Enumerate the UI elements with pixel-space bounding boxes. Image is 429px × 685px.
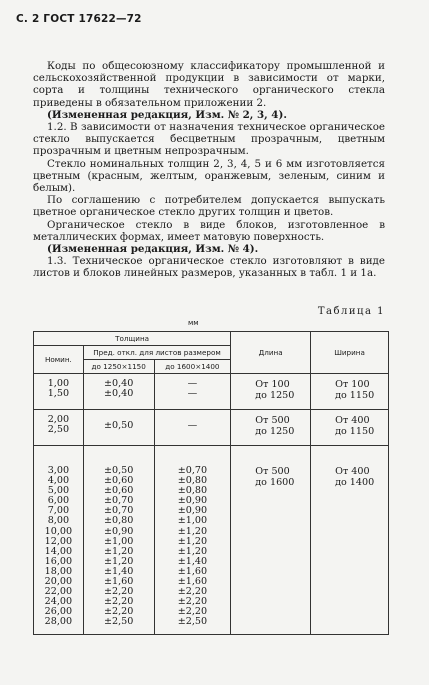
deviation-value: ±2,20 — [103, 586, 134, 598]
header-width: Ширина — [311, 332, 389, 374]
deviation-value: ±0,80 — [177, 475, 208, 487]
deviation-value: ±2,20 — [177, 596, 208, 608]
length-value: От 100 — [255, 379, 290, 390]
deviation-value: ±1,60 — [103, 576, 134, 588]
deviation-value: ±0,90 — [103, 525, 134, 537]
length-cell — [231, 466, 310, 488]
deviation-value: ±1,00 — [177, 515, 208, 527]
table-label: Таблица 1 — [317, 306, 385, 317]
deviation-value: ±1,20 — [177, 545, 208, 557]
width-cell — [311, 466, 388, 488]
nominal-value: 18,00 — [44, 565, 73, 577]
header-size-1600: до 1600×1400 — [154, 360, 231, 374]
deviation-1250-cell — [84, 466, 154, 628]
amendment-note: (Измененная редакция, Изм. № 2, 3, 4). — [47, 108, 287, 121]
deviation-value: ±0,50 — [103, 419, 134, 431]
paragraph: Органическое стекло в виде блоков, изготовленное в металлических формах, имеет матовую поверхность. — [33, 218, 385, 243]
deviation-1250-cell — [84, 379, 154, 399]
paragraph: Коды по общесоюзному классификатору промышленной и сельскохозяйственной продукции в зависимости от марки, сорта и толщины технического органического стекла приведены в обязательном приложении 2. — [33, 60, 385, 109]
body-text — [33, 60, 385, 280]
length-value: до 1600 — [255, 477, 295, 488]
deviation-value: ±1,40 — [177, 555, 208, 567]
deviation-1600-cell — [155, 421, 231, 431]
nominal-value: 7,00 — [47, 505, 70, 517]
width-cell — [311, 415, 388, 437]
nominal-value: 3,00 — [47, 465, 70, 476]
header-length: Длина — [231, 332, 311, 374]
thickness-table — [33, 331, 389, 635]
header-nominal: Номин. — [34, 346, 84, 374]
nominal-value: 5,00 — [47, 485, 70, 497]
nominal-value: 16,00 — [44, 555, 73, 567]
deviation-value: ±1,20 — [177, 535, 208, 547]
deviation-value: ±1,60 — [177, 565, 208, 577]
amendment-note: (Измененная редакция, Изм. № 4). — [47, 243, 259, 256]
table-row — [34, 410, 389, 446]
width-value: От 400 — [335, 466, 370, 477]
deviation-value: ±1,20 — [177, 525, 208, 537]
deviation-value: ±2,50 — [177, 616, 208, 628]
nominal-value: 10,00 — [44, 525, 73, 537]
deviation-value: ±2,50 — [103, 616, 134, 628]
deviation-value: ±0,40 — [103, 378, 134, 389]
page-header: С. 2 ГОСТ 17622—72 — [16, 13, 142, 25]
table-units: мм — [188, 319, 199, 327]
deviation-1600-cell — [155, 466, 231, 628]
length-value: От 500 — [255, 466, 290, 477]
deviation-value: ±0,70 — [103, 505, 134, 517]
deviation-value: — — [187, 378, 198, 389]
nominal-value: 20,00 — [44, 576, 73, 588]
deviation-value: — — [187, 419, 198, 431]
deviation-value: ±0,70 — [177, 465, 208, 476]
deviation-value: ±1,20 — [103, 545, 134, 557]
width-value: до 1400 — [335, 477, 375, 488]
length-cell — [231, 415, 310, 437]
deviation-value: ±2,20 — [177, 606, 208, 618]
header-deviation: Пред. откл. для листов размером — [83, 346, 230, 360]
paragraph: Стекло номинальных толщин 2, 3, 4, 5 и 6 мм изготовляется цветным (красным, желтым, оранжевым, зеленым, синим и белым). — [33, 157, 385, 195]
deviation-value: ±0,60 — [103, 475, 134, 487]
deviation-value: ±0,90 — [177, 495, 208, 507]
width-value: до 1150 — [335, 390, 375, 401]
nominal-value: 8,00 — [47, 515, 70, 527]
nominal-value: 24,00 — [44, 596, 73, 608]
nominal-value: 12,00 — [44, 535, 73, 547]
deviation-value: ±0,40 — [103, 388, 134, 400]
nominal-value: 22,00 — [44, 586, 73, 598]
width-value: От 400 — [335, 415, 370, 426]
deviation-value: ±0,60 — [103, 485, 134, 497]
paragraph: По соглашению с потребителем допускается выпускать цветное органическое стекло других толщин и цветов. — [33, 194, 385, 219]
width-value: до 1150 — [335, 426, 375, 437]
deviation-value: ±1,40 — [103, 565, 134, 577]
paragraph: 1.2. В зависимости от назначения техническое органическое стекло выпускается бесцветным прозрачным, цветным прозрачным и цветным непрозрачным. — [33, 121, 385, 158]
deviation-value: ±1,60 — [177, 576, 208, 588]
header-size-1250: до 1250×1150 — [83, 360, 154, 374]
deviation-value: ±2,20 — [103, 596, 134, 608]
nominal-value: 1,00 — [47, 378, 70, 389]
nominal-value: 2,00 — [47, 414, 70, 425]
table-row — [34, 374, 389, 410]
length-value: до 1250 — [255, 390, 295, 401]
nominal-value: 6,00 — [47, 495, 70, 507]
paragraph: 1.3. Техническое органическое стекло изготовляют в виде листов и блоков линейных размеров, указанных в табл. 1 и 1а. — [33, 255, 385, 280]
length-value: до 1250 — [255, 426, 295, 437]
deviation-value: ±0,80 — [103, 515, 134, 527]
nominal-cell — [34, 379, 83, 399]
nominal-value: 4,00 — [47, 475, 70, 487]
length-cell — [231, 379, 310, 401]
deviation-1250-cell — [84, 421, 154, 431]
deviation-value: ±1,00 — [103, 535, 134, 547]
nominal-value: 28,00 — [44, 616, 73, 628]
nominal-value: 2,50 — [47, 424, 70, 436]
length-value: От 500 — [255, 415, 290, 426]
deviation-value: ±0,70 — [103, 495, 134, 507]
deviation-value: ±0,90 — [177, 505, 208, 517]
header-thickness: Толщина — [34, 332, 231, 346]
nominal-cell — [34, 415, 83, 435]
width-value: От 100 — [335, 379, 370, 390]
deviation-value: ±0,50 — [103, 465, 134, 476]
deviation-value: — — [187, 388, 198, 400]
nominal-cell — [34, 466, 83, 628]
deviation-value: ±2,20 — [103, 606, 134, 618]
deviation-value: ±0,80 — [177, 485, 208, 497]
deviation-value: ±1,20 — [103, 555, 134, 567]
deviation-value: ±2,20 — [177, 586, 208, 598]
nominal-value: 14,00 — [44, 545, 73, 557]
nominal-value: 1,50 — [47, 388, 70, 400]
width-cell — [311, 379, 388, 401]
deviation-1600-cell — [155, 379, 231, 399]
table-row — [34, 446, 389, 635]
nominal-value: 26,00 — [44, 606, 73, 618]
